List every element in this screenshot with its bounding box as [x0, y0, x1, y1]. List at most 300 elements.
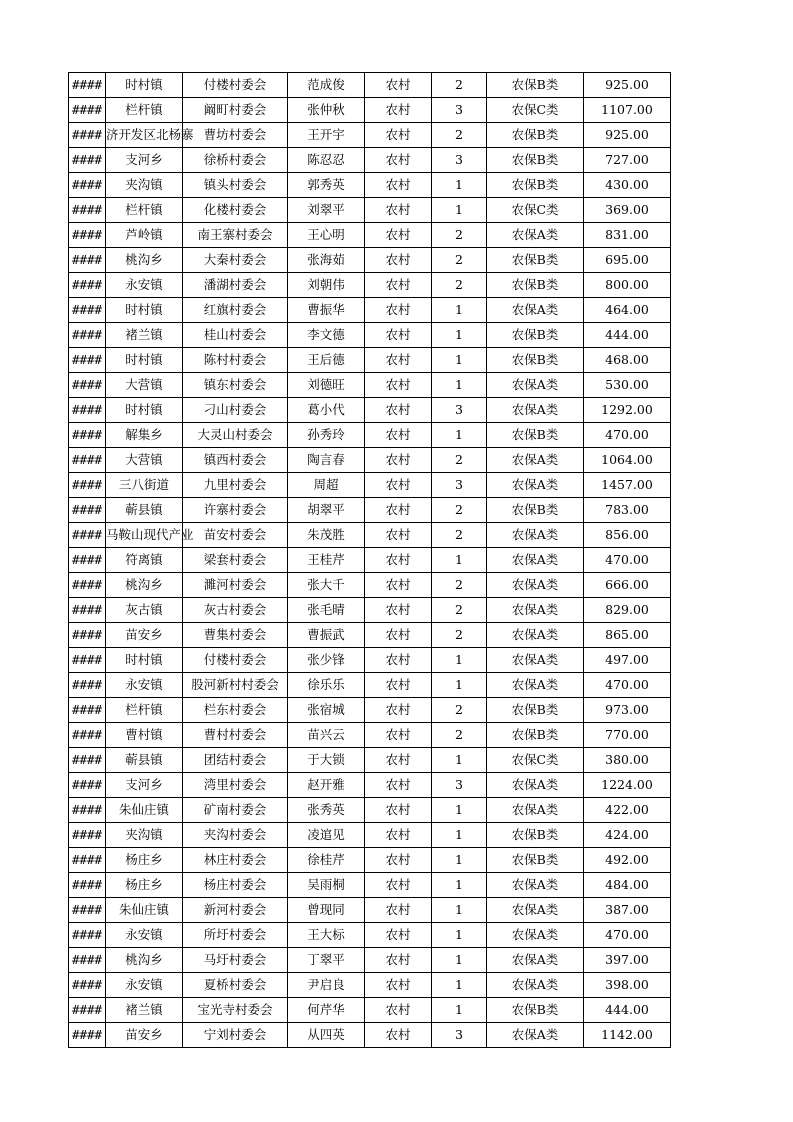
category-cell: 农保C类 — [487, 98, 584, 123]
name-cell: 苗兴云 — [288, 723, 365, 748]
village-cell: 陈村村委会 — [183, 348, 288, 373]
amount-cell: 1224.00 — [584, 773, 671, 798]
household-type-cell: 农村 — [365, 348, 432, 373]
member-count-cell: 1 — [432, 423, 487, 448]
amount-cell: 727.00 — [584, 148, 671, 173]
amount-cell: 369.00 — [584, 198, 671, 223]
amount-cell: 1292.00 — [584, 398, 671, 423]
town-cell: 灰古镇 — [106, 598, 183, 623]
table-row — [69, 423, 671, 448]
name-cell: 李文德 — [288, 323, 365, 348]
category-cell: 农保A类 — [487, 598, 584, 623]
name-cell: 刘翠平 — [288, 198, 365, 223]
household-type-cell: 农村 — [365, 673, 432, 698]
member-count-cell: 1 — [432, 648, 487, 673]
table-row — [69, 473, 671, 498]
row-id-cell: #### — [69, 423, 106, 448]
table-row — [69, 873, 671, 898]
row-id-cell: #### — [69, 673, 106, 698]
name-cell: 刘德旺 — [288, 373, 365, 398]
row-id-cell: #### — [69, 73, 106, 98]
category-cell: 农保B类 — [487, 498, 584, 523]
name-cell: 孙秀玲 — [288, 423, 365, 448]
member-count-cell: 1 — [432, 198, 487, 223]
name-cell: 张宿城 — [288, 698, 365, 723]
village-cell: 曹村村委会 — [183, 723, 288, 748]
name-cell: 王后德 — [288, 348, 365, 373]
name-cell: 张少锋 — [288, 648, 365, 673]
table-row — [69, 373, 671, 398]
amount-cell: 1064.00 — [584, 448, 671, 473]
town-cell: 桃沟乡 — [106, 573, 183, 598]
row-id-cell: #### — [69, 998, 106, 1023]
household-type-cell: 农村 — [365, 723, 432, 748]
name-cell: 赵开雅 — [288, 773, 365, 798]
household-type-cell: 农村 — [365, 423, 432, 448]
row-id-cell: #### — [69, 898, 106, 923]
row-id-cell: #### — [69, 473, 106, 498]
town-cell: 褚兰镇 — [106, 323, 183, 348]
member-count-cell: 1 — [432, 748, 487, 773]
amount-cell: 925.00 — [584, 73, 671, 98]
category-cell: 农保A类 — [487, 948, 584, 973]
table-row — [69, 98, 671, 123]
name-cell: 朱茂胜 — [288, 523, 365, 548]
village-cell: 灰古村委会 — [183, 598, 288, 623]
village-cell: 曹集村委会 — [183, 623, 288, 648]
member-count-cell: 2 — [432, 248, 487, 273]
table-row — [69, 273, 671, 298]
amount-cell: 831.00 — [584, 223, 671, 248]
town-cell: 曹村镇 — [106, 723, 183, 748]
name-cell: 张毛晴 — [288, 598, 365, 623]
category-cell: 农保B类 — [487, 823, 584, 848]
town-cell: 永安镇 — [106, 923, 183, 948]
village-cell: 团结村委会 — [183, 748, 288, 773]
household-type-cell: 农村 — [365, 548, 432, 573]
household-type-cell: 农村 — [365, 298, 432, 323]
member-count-cell: 3 — [432, 98, 487, 123]
table-row — [69, 748, 671, 773]
category-cell: 农保A类 — [487, 773, 584, 798]
category-cell: 农保A类 — [487, 548, 584, 573]
member-count-cell: 1 — [432, 673, 487, 698]
table-row — [69, 923, 671, 948]
row-id-cell: #### — [69, 748, 106, 773]
member-count-cell: 1 — [432, 298, 487, 323]
amount-cell: 925.00 — [584, 123, 671, 148]
household-type-cell: 农村 — [365, 573, 432, 598]
town-cell: 支河乡 — [106, 773, 183, 798]
village-cell: 大秦村委会 — [183, 248, 288, 273]
town-cell: 朱仙庄镇 — [106, 898, 183, 923]
town-cell: 苗安乡 — [106, 1023, 183, 1048]
household-type-cell: 农村 — [365, 898, 432, 923]
household-type-cell: 农村 — [365, 123, 432, 148]
row-id-cell: #### — [69, 823, 106, 848]
village-cell: 镇西村委会 — [183, 448, 288, 473]
member-count-cell: 2 — [432, 498, 487, 523]
village-cell: 付楼村委会 — [183, 648, 288, 673]
village-cell: 镇东村委会 — [183, 373, 288, 398]
row-id-cell: #### — [69, 523, 106, 548]
household-type-cell: 农村 — [365, 473, 432, 498]
row-id-cell: #### — [69, 148, 106, 173]
table-row — [69, 573, 671, 598]
row-id-cell: #### — [69, 1023, 106, 1048]
town-cell: 栏杆镇 — [106, 98, 183, 123]
row-id-cell: #### — [69, 848, 106, 873]
member-count-cell: 1 — [432, 798, 487, 823]
category-cell: 农保A类 — [487, 398, 584, 423]
town-cell: 夹沟镇 — [106, 823, 183, 848]
village-cell: 栏东村委会 — [183, 698, 288, 723]
amount-cell: 1107.00 — [584, 98, 671, 123]
name-cell: 尹启良 — [288, 973, 365, 998]
amount-cell: 530.00 — [584, 373, 671, 398]
table-row — [69, 1023, 671, 1048]
name-cell: 葛小代 — [288, 398, 365, 423]
table-row — [69, 198, 671, 223]
category-cell: 农保C类 — [487, 748, 584, 773]
amount-cell: 464.00 — [584, 298, 671, 323]
household-type-cell: 农村 — [365, 748, 432, 773]
town-cell: 栏杆镇 — [106, 198, 183, 223]
village-cell: 湾里村委会 — [183, 773, 288, 798]
category-cell: 农保A类 — [487, 873, 584, 898]
village-cell: 宁刘村委会 — [183, 1023, 288, 1048]
member-count-cell: 3 — [432, 398, 487, 423]
member-count-cell: 2 — [432, 273, 487, 298]
table-row — [69, 498, 671, 523]
row-id-cell: #### — [69, 448, 106, 473]
amount-cell: 470.00 — [584, 423, 671, 448]
household-type-cell: 农村 — [365, 598, 432, 623]
name-cell: 陈忍忍 — [288, 148, 365, 173]
household-type-cell: 农村 — [365, 148, 432, 173]
member-count-cell: 2 — [432, 623, 487, 648]
category-cell: 农保A类 — [487, 223, 584, 248]
village-cell: 南王寨村委会 — [183, 223, 288, 248]
table-row — [69, 523, 671, 548]
household-type-cell: 农村 — [365, 823, 432, 848]
category-cell: 农保C类 — [487, 198, 584, 223]
category-cell: 农保A类 — [487, 473, 584, 498]
village-cell: 潘湖村委会 — [183, 273, 288, 298]
table-row — [69, 173, 671, 198]
village-cell: 徐桥村委会 — [183, 148, 288, 173]
name-cell: 张仲秋 — [288, 98, 365, 123]
member-count-cell: 3 — [432, 473, 487, 498]
town-cell: 桃沟乡 — [106, 948, 183, 973]
category-cell: 农保A类 — [487, 623, 584, 648]
name-cell: 王桂芹 — [288, 548, 365, 573]
name-cell: 王心明 — [288, 223, 365, 248]
name-cell: 刘朝伟 — [288, 273, 365, 298]
household-type-cell: 农村 — [365, 323, 432, 348]
amount-cell: 380.00 — [584, 748, 671, 773]
member-count-cell: 2 — [432, 573, 487, 598]
table-row — [69, 298, 671, 323]
village-cell: 九里村委会 — [183, 473, 288, 498]
name-cell: 张大千 — [288, 573, 365, 598]
amount-cell: 470.00 — [584, 673, 671, 698]
table-row — [69, 973, 671, 998]
table-row — [69, 998, 671, 1023]
category-cell: 农保A类 — [487, 648, 584, 673]
household-type-cell: 农村 — [365, 998, 432, 1023]
amount-cell: 422.00 — [584, 798, 671, 823]
town-cell: 桃沟乡 — [106, 248, 183, 273]
name-cell: 徐桂芹 — [288, 848, 365, 873]
town-cell: 朱仙庄镇 — [106, 798, 183, 823]
data-table — [68, 72, 671, 1048]
household-type-cell: 农村 — [365, 973, 432, 998]
household-type-cell: 农村 — [365, 73, 432, 98]
member-count-cell: 1 — [432, 948, 487, 973]
table-row — [69, 548, 671, 573]
category-cell: 农保A类 — [487, 1023, 584, 1048]
town-cell: 时村镇 — [106, 73, 183, 98]
amount-cell: 387.00 — [584, 898, 671, 923]
household-type-cell: 农村 — [365, 773, 432, 798]
amount-cell: 865.00 — [584, 623, 671, 648]
category-cell: 农保A类 — [487, 923, 584, 948]
town-cell: 符离镇 — [106, 548, 183, 573]
row-id-cell: #### — [69, 298, 106, 323]
row-id-cell: #### — [69, 273, 106, 298]
table-row — [69, 323, 671, 348]
table-row — [69, 698, 671, 723]
row-id-cell: #### — [69, 573, 106, 598]
row-id-cell: #### — [69, 123, 106, 148]
name-cell: 吴雨桐 — [288, 873, 365, 898]
category-cell: 农保A类 — [487, 523, 584, 548]
name-cell: 周超 — [288, 473, 365, 498]
row-id-cell: #### — [69, 198, 106, 223]
name-cell: 丁翠平 — [288, 948, 365, 973]
household-type-cell: 农村 — [365, 498, 432, 523]
amount-cell: 800.00 — [584, 273, 671, 298]
row-id-cell: #### — [69, 598, 106, 623]
category-cell: 农保A类 — [487, 448, 584, 473]
row-id-cell: #### — [69, 973, 106, 998]
category-cell: 农保B类 — [487, 273, 584, 298]
category-cell: 农保B类 — [487, 998, 584, 1023]
village-cell: 马圩村委会 — [183, 948, 288, 973]
table-row — [69, 348, 671, 373]
member-count-cell: 1 — [432, 898, 487, 923]
village-cell: 梁套村委会 — [183, 548, 288, 573]
town-cell: 大营镇 — [106, 373, 183, 398]
category-cell: 农保B类 — [487, 148, 584, 173]
category-cell: 农保B类 — [487, 423, 584, 448]
town-cell: 解集乡 — [106, 423, 183, 448]
household-type-cell: 农村 — [365, 523, 432, 548]
row-id-cell: #### — [69, 373, 106, 398]
amount-cell: 492.00 — [584, 848, 671, 873]
village-cell: 宝光寺村委会 — [183, 998, 288, 1023]
member-count-cell: 2 — [432, 723, 487, 748]
member-count-cell: 1 — [432, 973, 487, 998]
table-row — [69, 148, 671, 173]
village-cell: 杨庄村委会 — [183, 873, 288, 898]
village-cell: 阚町村委会 — [183, 98, 288, 123]
name-cell: 徐乐乐 — [288, 673, 365, 698]
household-type-cell: 农村 — [365, 223, 432, 248]
town-cell: 蕲县镇 — [106, 498, 183, 523]
household-type-cell: 农村 — [365, 923, 432, 948]
table-row — [69, 248, 671, 273]
table-row — [69, 673, 671, 698]
town-cell: 马鞍山现代产业 — [106, 523, 183, 548]
category-cell: 农保B类 — [487, 248, 584, 273]
amount-cell: 430.00 — [584, 173, 671, 198]
village-cell: 付楼村委会 — [183, 73, 288, 98]
row-id-cell: #### — [69, 723, 106, 748]
member-count-cell: 1 — [432, 823, 487, 848]
table-row — [69, 598, 671, 623]
town-cell: 大营镇 — [106, 448, 183, 473]
member-count-cell: 2 — [432, 698, 487, 723]
name-cell: 范成俊 — [288, 73, 365, 98]
name-cell: 曹振华 — [288, 298, 365, 323]
household-type-cell: 农村 — [365, 98, 432, 123]
household-type-cell: 农村 — [365, 873, 432, 898]
member-count-cell: 2 — [432, 523, 487, 548]
amount-cell: 856.00 — [584, 523, 671, 548]
village-cell: 所圩村委会 — [183, 923, 288, 948]
member-count-cell: 2 — [432, 223, 487, 248]
amount-cell: 424.00 — [584, 823, 671, 848]
category-cell: 农保B类 — [487, 698, 584, 723]
household-type-cell: 农村 — [365, 373, 432, 398]
amount-cell: 444.00 — [584, 998, 671, 1023]
household-type-cell: 农村 — [365, 848, 432, 873]
row-id-cell: #### — [69, 348, 106, 373]
category-cell: 农保B类 — [487, 173, 584, 198]
town-cell: 褚兰镇 — [106, 998, 183, 1023]
category-cell: 农保B类 — [487, 348, 584, 373]
category-cell: 农保B类 — [487, 323, 584, 348]
village-cell: 红旗村委会 — [183, 298, 288, 323]
amount-cell: 484.00 — [584, 873, 671, 898]
name-cell: 王大标 — [288, 923, 365, 948]
row-id-cell: #### — [69, 498, 106, 523]
category-cell: 农保B类 — [487, 848, 584, 873]
amount-cell: 468.00 — [584, 348, 671, 373]
name-cell: 胡翠平 — [288, 498, 365, 523]
row-id-cell: #### — [69, 773, 106, 798]
amount-cell: 973.00 — [584, 698, 671, 723]
member-count-cell: 3 — [432, 1023, 487, 1048]
town-cell: 永安镇 — [106, 973, 183, 998]
name-cell: 陶言春 — [288, 448, 365, 473]
town-cell: 芦岭镇 — [106, 223, 183, 248]
member-count-cell: 1 — [432, 873, 487, 898]
village-cell: 曹坊村委会 — [183, 123, 288, 148]
row-id-cell: #### — [69, 223, 106, 248]
household-type-cell: 农村 — [365, 198, 432, 223]
household-type-cell: 农村 — [365, 448, 432, 473]
town-cell: 苗安乡 — [106, 623, 183, 648]
amount-cell: 666.00 — [584, 573, 671, 598]
amount-cell: 1457.00 — [584, 473, 671, 498]
table-row — [69, 848, 671, 873]
member-count-cell: 1 — [432, 998, 487, 1023]
table-row — [69, 648, 671, 673]
household-type-cell: 农村 — [365, 948, 432, 973]
member-count-cell: 2 — [432, 123, 487, 148]
household-type-cell: 农村 — [365, 173, 432, 198]
category-cell: 农保A类 — [487, 973, 584, 998]
member-count-cell: 1 — [432, 323, 487, 348]
table-row — [69, 823, 671, 848]
table-row — [69, 948, 671, 973]
town-cell: 时村镇 — [106, 298, 183, 323]
amount-cell: 783.00 — [584, 498, 671, 523]
table-row — [69, 448, 671, 473]
town-cell: 支河乡 — [106, 148, 183, 173]
town-cell: 永安镇 — [106, 673, 183, 698]
amount-cell: 1142.00 — [584, 1023, 671, 1048]
table-row — [69, 73, 671, 98]
row-id-cell: #### — [69, 173, 106, 198]
category-cell: 农保B类 — [487, 123, 584, 148]
category-cell: 农保A类 — [487, 673, 584, 698]
table-row — [69, 773, 671, 798]
row-id-cell: #### — [69, 948, 106, 973]
name-cell: 于大锁 — [288, 748, 365, 773]
town-cell: 杨庄乡 — [106, 848, 183, 873]
amount-cell: 397.00 — [584, 948, 671, 973]
row-id-cell: #### — [69, 98, 106, 123]
village-cell: 濉河村委会 — [183, 573, 288, 598]
member-count-cell: 1 — [432, 548, 487, 573]
amount-cell: 398.00 — [584, 973, 671, 998]
household-type-cell: 农村 — [365, 623, 432, 648]
table-row — [69, 898, 671, 923]
amount-cell: 470.00 — [584, 923, 671, 948]
row-id-cell: #### — [69, 623, 106, 648]
row-id-cell: #### — [69, 698, 106, 723]
town-cell: 时村镇 — [106, 348, 183, 373]
category-cell: 农保B类 — [487, 723, 584, 748]
amount-cell: 770.00 — [584, 723, 671, 748]
household-type-cell: 农村 — [365, 1023, 432, 1048]
amount-cell: 497.00 — [584, 648, 671, 673]
row-id-cell: #### — [69, 648, 106, 673]
category-cell: 农保A类 — [487, 373, 584, 398]
row-id-cell: #### — [69, 798, 106, 823]
household-type-cell: 农村 — [365, 248, 432, 273]
member-count-cell: 1 — [432, 173, 487, 198]
household-type-cell: 农村 — [365, 798, 432, 823]
row-id-cell: #### — [69, 548, 106, 573]
row-id-cell: #### — [69, 398, 106, 423]
village-cell: 许寨村委会 — [183, 498, 288, 523]
household-type-cell: 农村 — [365, 648, 432, 673]
member-count-cell: 2 — [432, 73, 487, 98]
name-cell: 张秀英 — [288, 798, 365, 823]
amount-cell: 695.00 — [584, 248, 671, 273]
village-cell: 新河村委会 — [183, 898, 288, 923]
member-count-cell: 3 — [432, 773, 487, 798]
village-cell: 林庄村委会 — [183, 848, 288, 873]
table-row — [69, 798, 671, 823]
village-cell: 苗安村委会 — [183, 523, 288, 548]
household-type-cell: 农村 — [365, 273, 432, 298]
